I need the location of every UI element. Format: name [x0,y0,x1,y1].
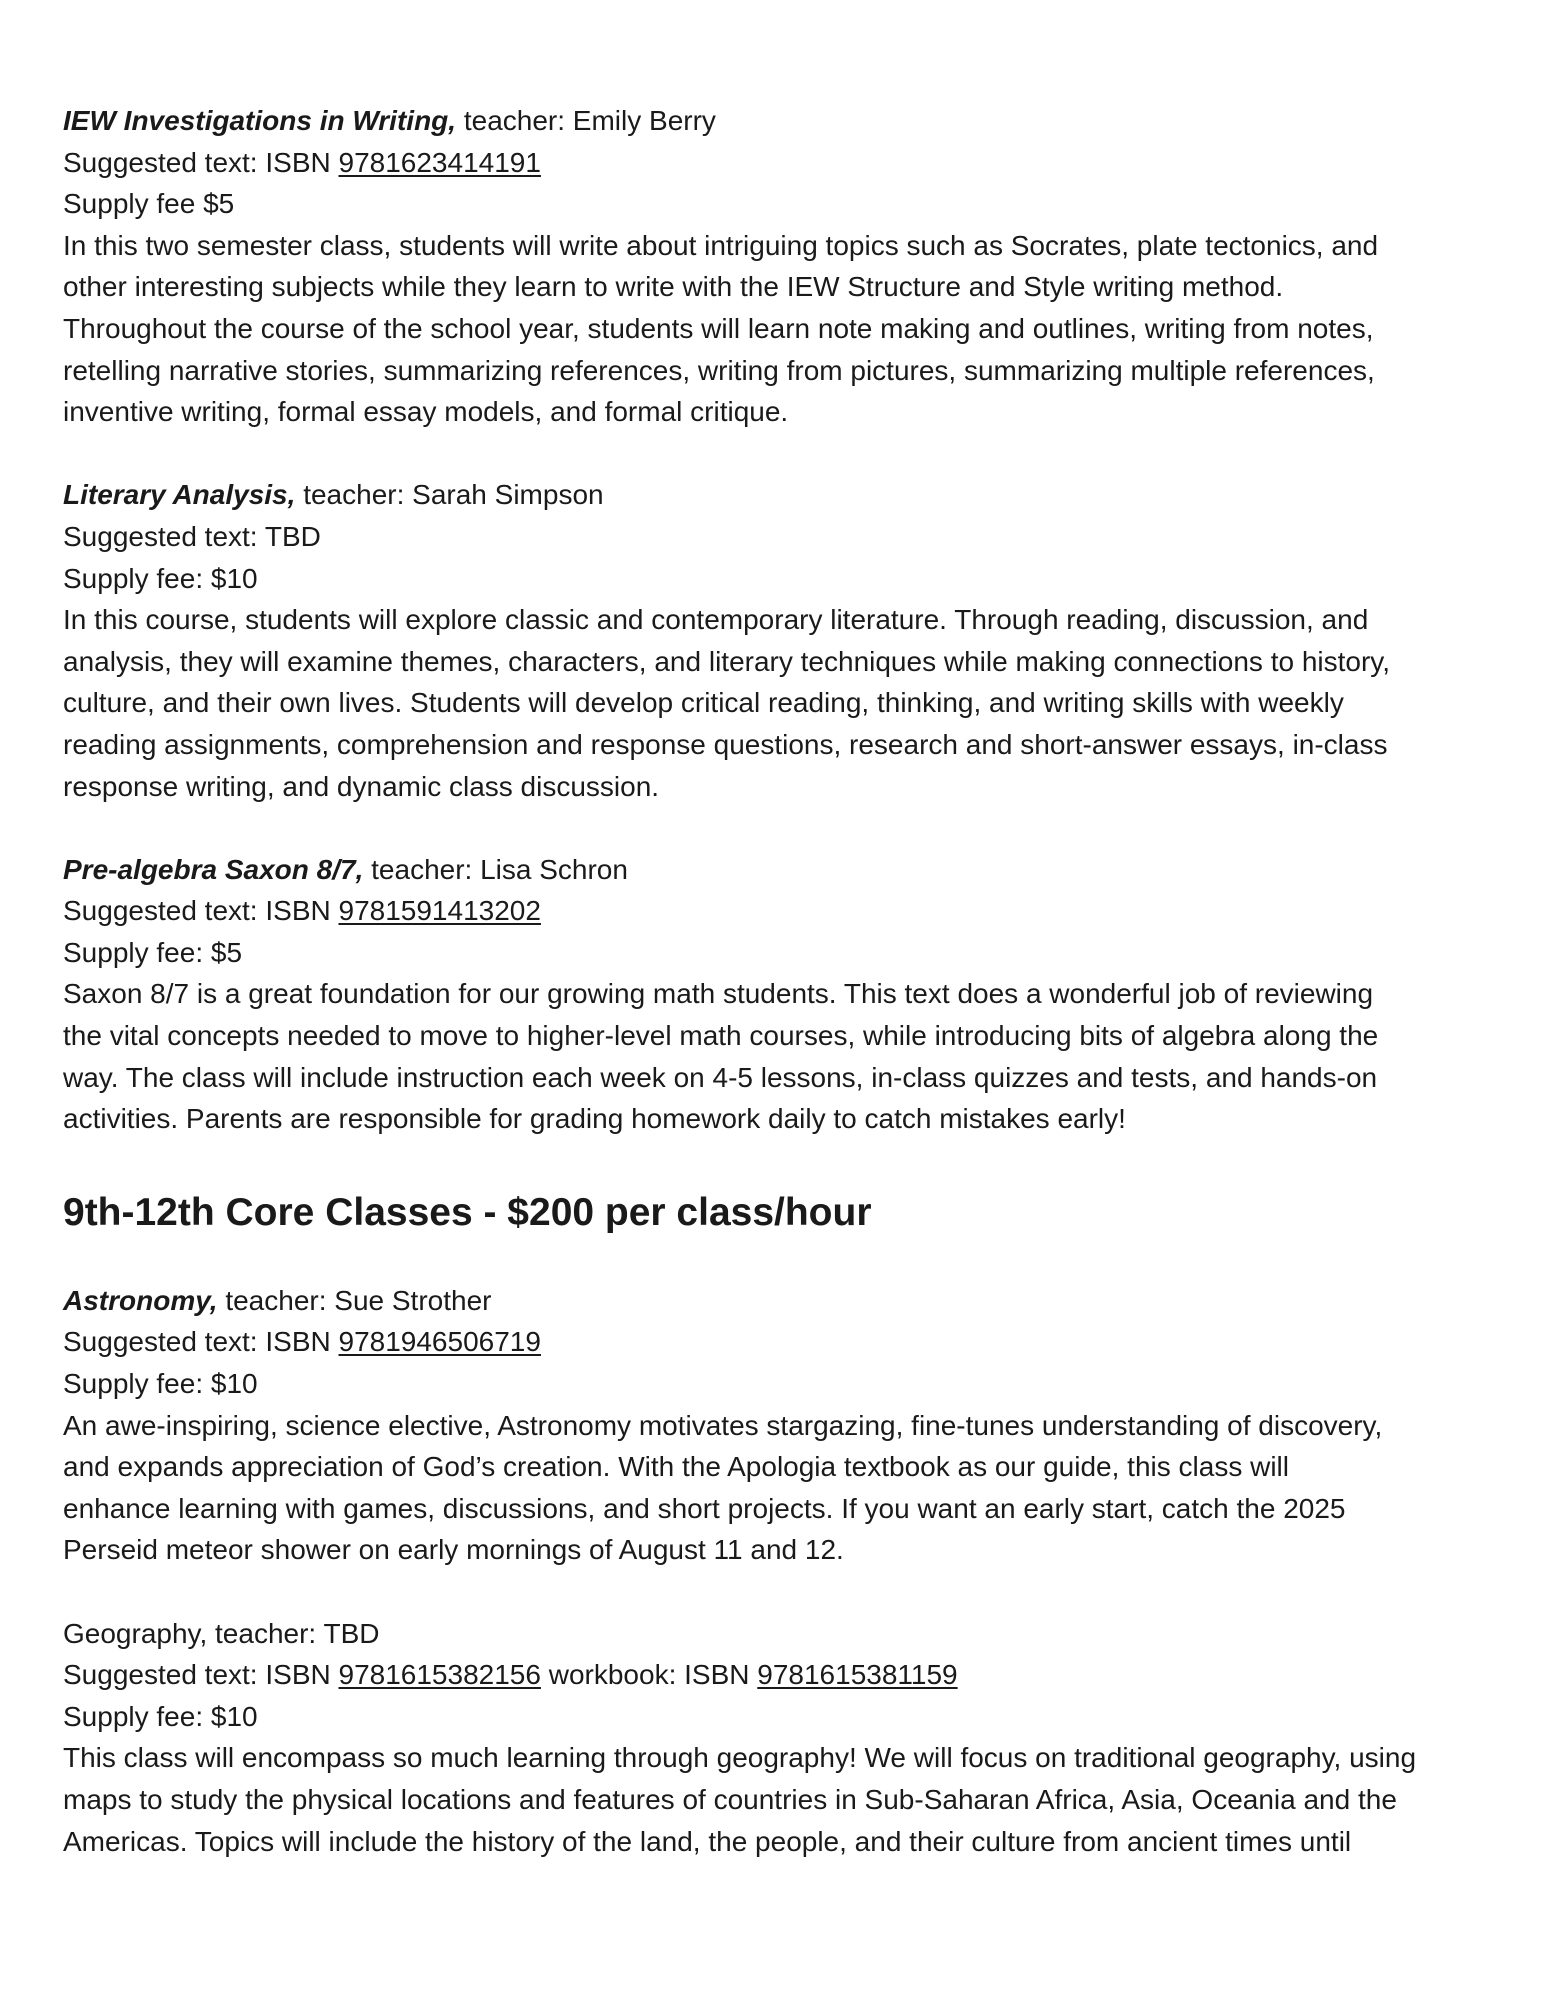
description-line: In this course, students will explore classic and contemporary literature. Through reading, discussion, and [63,604,1369,636]
course-title: Astronomy, [63,1284,218,1316]
description-line: other interesting subjects while they learn to write with the IEW Structure and Style writing method. [63,271,1284,303]
course-title: Pre-algebra Saxon 8/7, [63,853,364,885]
course-title: IEW Investigations in Writing, [63,105,457,136]
description-line: culture, and their own lives. Students will develop critical reading, thinking, and writing skills with weekly [63,687,1344,719]
description-line: retelling narrative stories, summarizing references, writing from pictures, summarizing multiple references, [63,354,1375,386]
course-title: Literary Analysis, [63,479,296,511]
course-heading [63,100,1493,142]
course-description [63,225,1493,433]
description-line: This class will encompass so much learning through geography! We will focus on traditional geography, using [63,1742,1417,1774]
course-heading [63,849,1493,891]
description-line: Throughout the course of the school year, students will learn note making and outlines, writing from notes, [63,312,1374,344]
suggested-text [63,1321,1493,1363]
supply-fee: Supply fee: $10 [63,1368,258,1400]
course-description [63,1737,1493,1862]
description-line: maps to study the physical locations and features of countries in Sub-Saharan Africa, Asia, Oceania and the [63,1783,1397,1815]
suggested-text [63,1654,1493,1696]
description-line: analysis, they will examine themes, characters, and literary techniques while making connections to history, [63,645,1390,677]
suggested-text-label: Suggested text: ISBN [63,146,339,178]
course-heading [63,1280,1493,1322]
suggested-text [63,142,1493,184]
supply-fee: Supply fee: $10 [63,1700,258,1732]
course-heading: Geography, teacher: TBD [63,1617,380,1649]
course-teacher: teacher: Lisa Schron [363,853,628,885]
description-line: reading assignments, comprehension and response questions, research and short-answer essays, in-class [63,728,1388,760]
supply-fee: Supply fee $5 [63,188,235,220]
course-description [63,973,1493,1139]
supply-fee: Supply fee: $10 [63,562,258,594]
description-line: and expands appreciation of God’s creation. With the Apologia textbook as our guide, this class will [63,1451,1289,1483]
course-heading [63,474,1493,516]
document-page [63,100,1493,1862]
course-iew [63,100,1493,433]
description-line: inventive writing, formal essay models, and formal critique. [63,396,789,428]
isbn-link[interactable]: 9781591413202 [338,895,541,927]
description-line: In this two semester class, students will write about intriguing topics such as Socrates, plate tectonics, and [63,229,1379,261]
description-line: enhance learning with games, discussions, and short projects. If you want an early start, catch the 2025 [63,1492,1346,1524]
course-teacher: teacher: Sarah Simpson [295,479,604,511]
course-description [63,1405,1493,1571]
course-teacher: teacher: Emily Berry [456,105,716,136]
isbn-link[interactable]: 9781623414191 [338,146,541,178]
suggested-text-label: Suggested text: ISBN [63,1659,339,1691]
description-line: activities. Parents are responsible for grading homework daily to catch mistakes early! [63,1103,1126,1135]
isbn-link[interactable]: 9781946506719 [338,1326,541,1358]
course-astronomy [63,1280,1493,1571]
course-description [63,599,1493,807]
description-line: response writing, and dynamic class discussion. [63,770,660,802]
course-pre-algebra [63,849,1493,1140]
supply-fee: Supply fee: $5 [63,936,243,968]
workbook-label: workbook: ISBN [540,1659,758,1691]
course-literary-analysis [63,474,1493,807]
workbook-isbn-link[interactable]: 9781615381159 [757,1659,958,1691]
course-teacher: teacher: Sue Strother [217,1284,492,1316]
suggested-text-label: Suggested text: ISBN [63,895,339,927]
isbn-link[interactable]: 9781615382156 [338,1659,541,1691]
suggested-text-label: Suggested text: ISBN [63,1326,339,1358]
suggested-text: Suggested text: TBD [63,520,321,552]
section-heading: 9th-12th Core Classes - $200 per class/hour [63,1190,872,1234]
description-line: way. The class will include instruction each week on 4-5 lessons, in-class quizzes and tests, and hands-on [63,1061,1378,1093]
description-line: the vital concepts needed to move to higher-level math courses, while introducing bits of algebra along the [63,1020,1379,1052]
description-line: Americas. Topics will include the history of the land, the people, and their culture from ancient times until [63,1825,1352,1857]
description-line: Perseid meteor shower on early mornings of August 11 and 12. [63,1534,844,1566]
description-line: Saxon 8/7 is a great foundation for our growing math students. This text does a wonderful job of reviewing [63,978,1374,1010]
suggested-text [63,890,1493,932]
description-line: An awe-inspiring, science elective, Astronomy motivates stargazing, fine-tunes understanding of discovery, [63,1409,1383,1441]
course-geography [63,1613,1493,1863]
